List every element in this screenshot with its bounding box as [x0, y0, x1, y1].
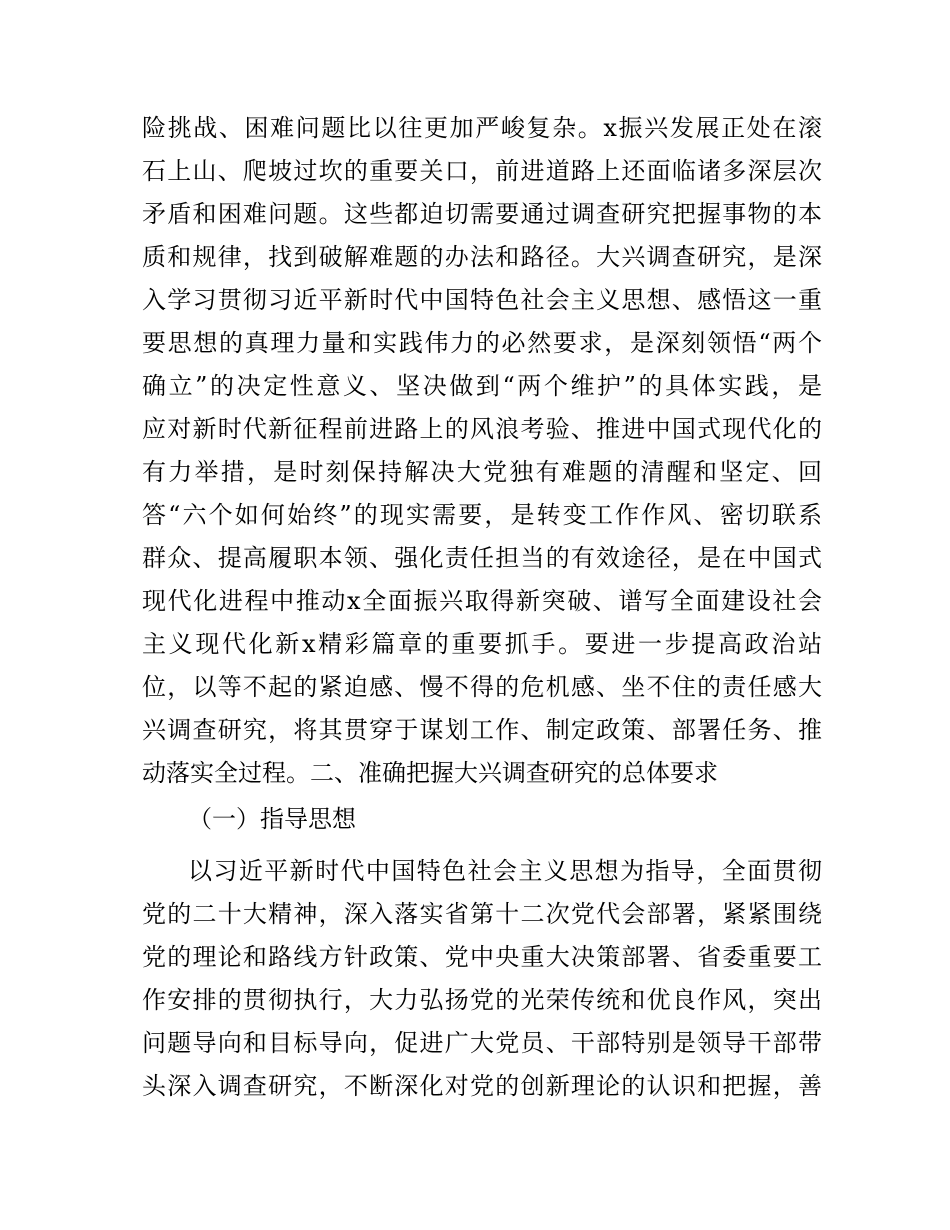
body-text-line: 群众、提高履职本领、强化责任担当的有效途径，是在中国式: [142, 544, 822, 572]
body-text-line: 现代化进程中推动x全面振兴取得新突破、谱写全面建设社会: [142, 587, 822, 615]
body-text-line: 确立”的决定性意义、坚决做到“两个维护”的具体实践，是: [142, 372, 822, 400]
body-text-line: 矛盾和困难问题。这些都迫切需要通过调查研究把握事物的本: [142, 200, 822, 228]
body-text-line: 主义现代化新x精彩篇章的重要抓手。要进一步提高政治站: [142, 630, 822, 658]
body-text-line: 兴调查研究，将其贯穿于谋划工作、制定政策、部署任务、推: [142, 716, 822, 744]
body-text-line: 质和规律，找到破解难题的办法和路径。大兴调查研究，是深: [142, 243, 822, 271]
body-text-line: 党的二十大精神，深入落实省第十二次党代会部署，紧紧围绕: [142, 900, 822, 928]
body-text-line: 答“六个如何始终”的现实需要，是转变工作作风、密切联系: [142, 501, 822, 529]
body-text-line: 位，以等不起的紧迫感、慢不得的危机感、坐不住的责任感大: [142, 673, 822, 701]
body-text-line: 石上山、爬坡过坎的重要关口，前进道路上还面临诸多深层次: [142, 157, 822, 185]
body-text-line: 作安排的贯彻执行，大力弘扬党的光荣传统和优良作风，突出: [142, 986, 822, 1014]
body-text-line: 险挑战、困难问题比以往更加严峻复杂。x振兴发展正处在滚: [142, 114, 822, 142]
body-text-line: 要思想的真理力量和实践伟力的必然要求，是深刻领悟“两个: [142, 329, 822, 357]
section-heading: （一）指导思想: [188, 805, 356, 833]
body-text-line: 动落实全过程。二、准确把握大兴调查研究的总体要求: [142, 759, 718, 787]
body-text-line: 以习近平新时代中国特色社会主义思想为指导，全面贯彻: [188, 857, 822, 885]
body-text-line: 有力举措，是时刻保持解决大党独有难题的清醒和坚定、回: [142, 458, 822, 486]
body-text-line: 头深入调查研究，不断深化对党的创新理论的认识和把握，善: [142, 1072, 822, 1100]
body-text-line: 入学习贯彻习近平新时代中国特色社会主义思想、感悟这一重: [142, 286, 822, 314]
body-text-line: 应对新时代新征程前进路上的风浪考验、推进中国式现代化的: [142, 415, 822, 443]
body-text-line: 问题导向和目标导向，促进广大党员、干部特别是领导干部带: [142, 1029, 822, 1057]
body-text-line: 党的理论和路线方针政策、党中央重大决策部署、省委重要工: [142, 943, 822, 971]
